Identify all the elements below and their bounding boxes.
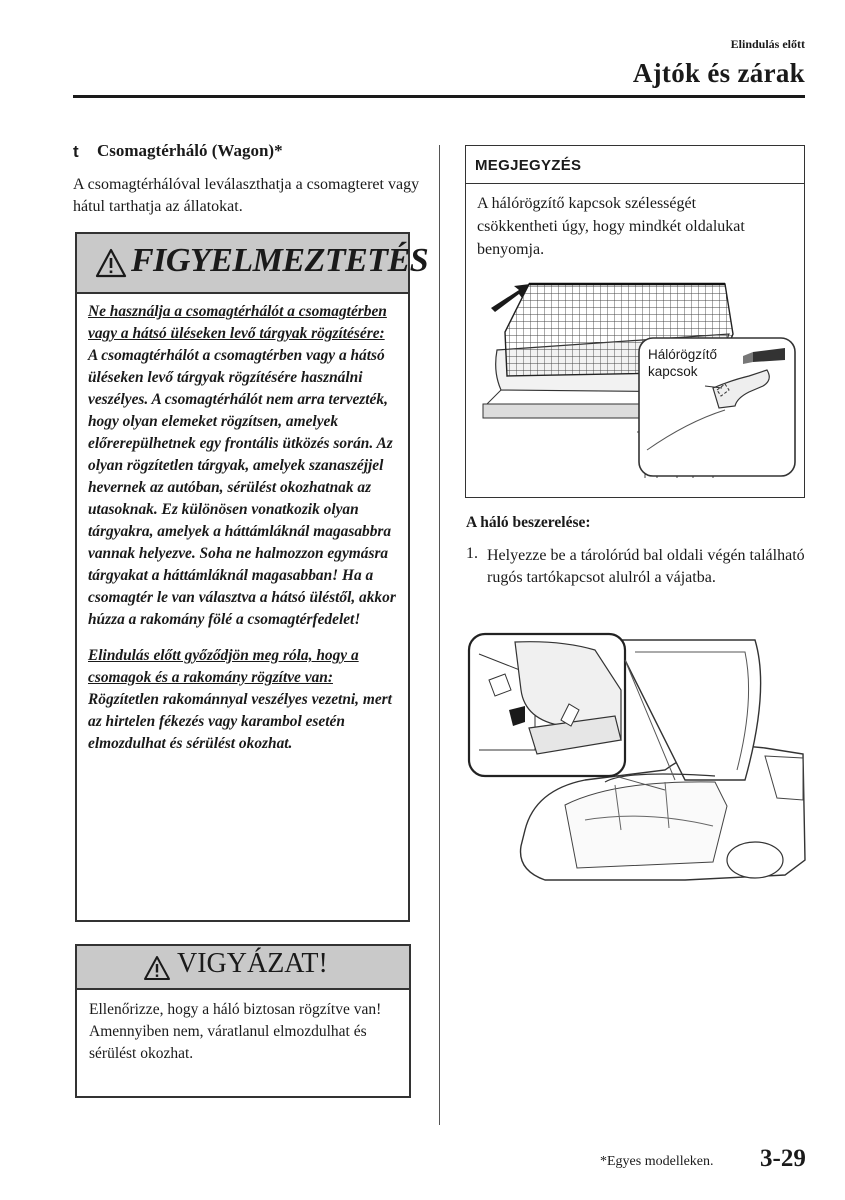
net-clip-illustration bbox=[467, 272, 803, 496]
column-divider bbox=[439, 145, 440, 1125]
figure-label-net-clips-line2: kapcsok bbox=[648, 364, 698, 379]
warning-text-1: A csomagtérhálót a csomagtérben vagy a hátsó üléseken levő tárgyak rögzítésére használni veszélyes. A csomagtérhálót nem arra tervezték, hogy olyan elemeket rögzítsen, amelyek előrerepülhetnek egy frontális ütközés során. Az olyan rögzítetlen tárgyak, amelyek szanaszéjjel hevernek az autóban, sérülést okozhatnak az utasoknak. Ez különösen vonatkozik olyan tárgyakra, amelyek a háttámláknál magasabbra vannak helyezve. Soha ne halmozzon egymásra tárgyakat a háttámláknál magasabban! Ha a csomagtér le van választva a hátsó üléstől, akkor húzza a rakomány fölé a csomagtérfedelet! bbox=[88, 347, 396, 628]
install-heading: A háló beszerelése: bbox=[466, 514, 591, 531]
warning-text-2: Rögzítetlen rakománnyal veszélyes vezetni, mert az hirtelen fékezés vagy karambol esetén elmozdulhat és sérülést okozhat. bbox=[88, 691, 392, 752]
warning-body bbox=[88, 301, 408, 755]
note-text: A hálórögzítő kapcsok szélességét csökkentheti úgy, hogy mindkét oldalukat benyomja. bbox=[477, 195, 745, 258]
caution-title: VIGYÁZAT! bbox=[177, 948, 328, 979]
warning-heading-2: Elindulás előtt győződjön meg róla, hogy a csomagok és a rakomány rögzítve van: bbox=[88, 647, 359, 686]
step-number: 1. bbox=[466, 545, 478, 562]
cargo-area-illustration bbox=[465, 630, 810, 890]
note-heading: MEGJEGYZÉS bbox=[475, 157, 582, 174]
warning-title: FIGYELMEZTETÉS bbox=[131, 242, 429, 279]
section-bullet: t bbox=[73, 142, 79, 161]
page-number: 3-29 bbox=[760, 1145, 806, 1172]
caution-body: Ellenőrizze, hogy a háló biztosan rögzítve van! Amennyiben nem, váratlanul elmozdulhat és sérülést okozhat. bbox=[89, 1001, 382, 1062]
running-header-title: Ajtók és zárak bbox=[632, 58, 805, 88]
warning-heading-1: Ne használja a csomagtérhálót a csomagtérben vagy a hátsó üléseken levő tárgyak rögzítésére: bbox=[88, 303, 387, 342]
step-text: Helyezze be a tárolórúd bal oldali végén található rugós tartókapcsot alulról a vájatba. bbox=[487, 547, 805, 586]
footnote: *Egyes modelleken. bbox=[600, 1154, 714, 1169]
warning-triangle-icon bbox=[95, 248, 127, 278]
caution-triangle-icon bbox=[143, 955, 171, 981]
section-heading: Csomagtérháló (Wagon)* bbox=[97, 141, 283, 160]
running-header-section: Elindulás előtt bbox=[730, 37, 805, 51]
header-rule bbox=[73, 95, 805, 98]
intro-paragraph: A csomagtérhálóval leválaszthatja a csomagteret vagy hátul tarthatja az állatokat. bbox=[73, 176, 420, 215]
note-divider bbox=[466, 183, 804, 184]
paragraph-gap bbox=[88, 631, 408, 645]
figure-label-net-clips-line1: Hálórögzítő bbox=[648, 347, 718, 362]
